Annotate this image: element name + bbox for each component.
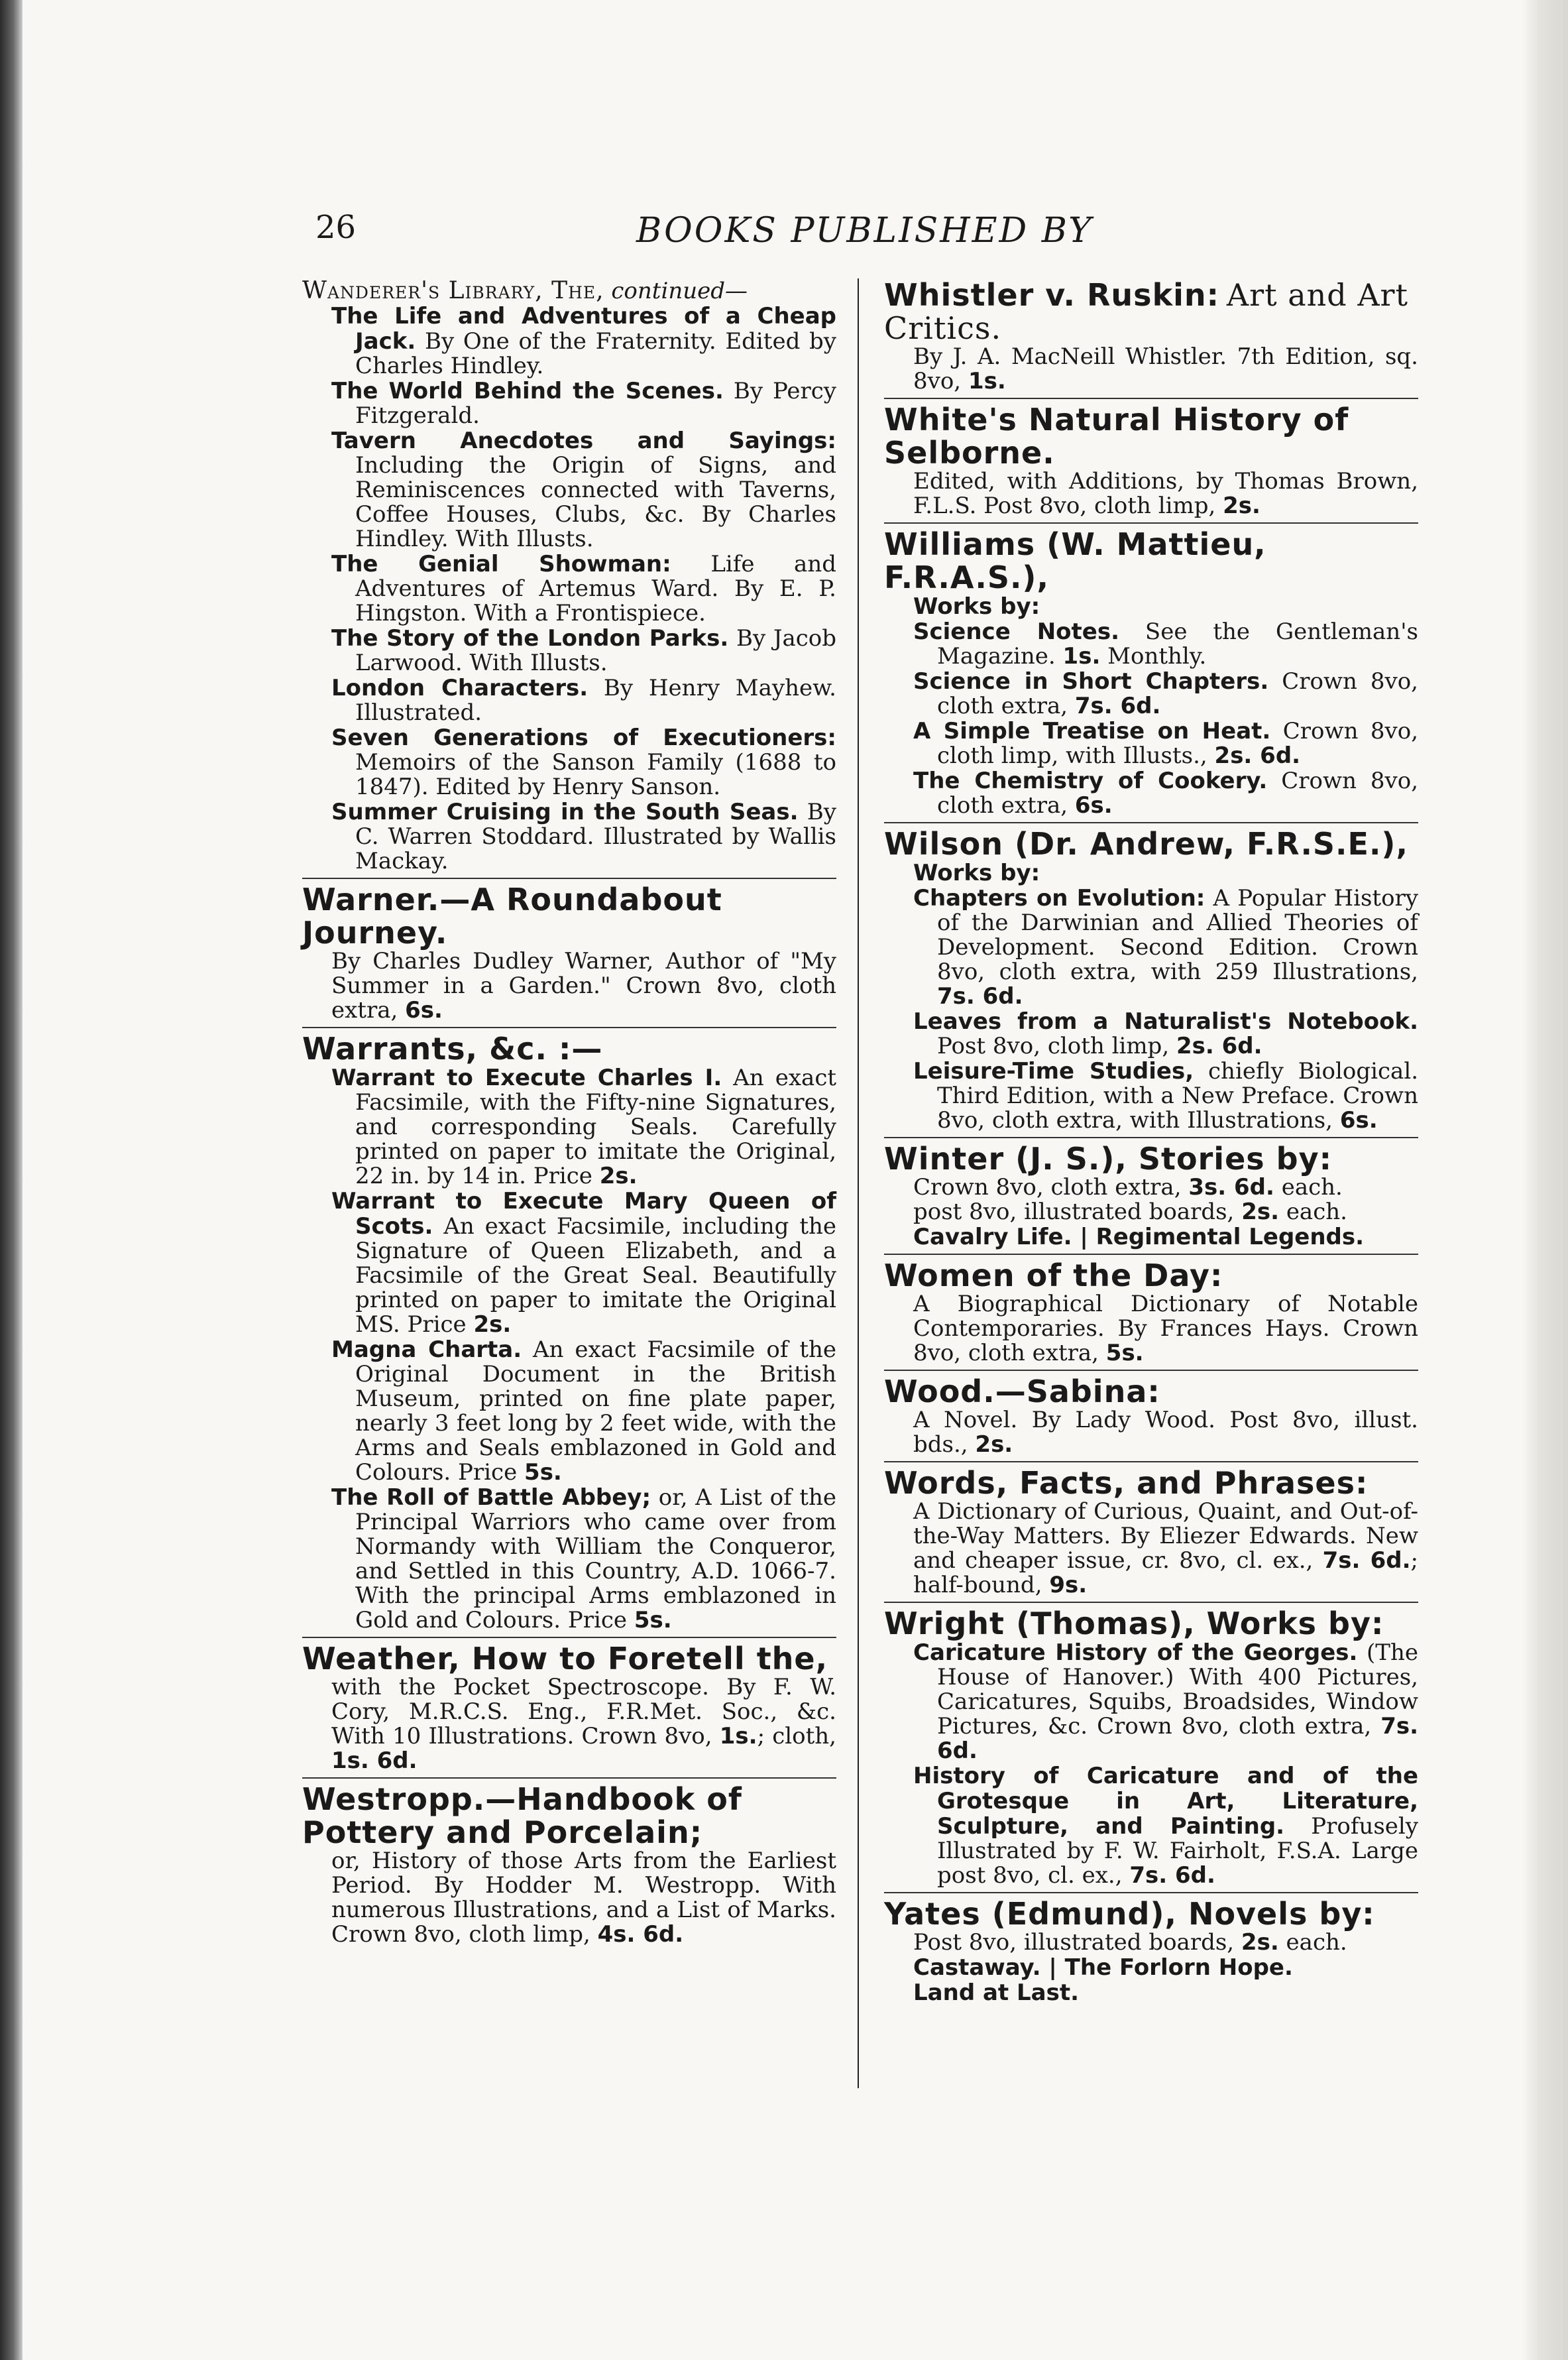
list-item: The Genial Showman: Life and Adventures of Artemus Ward. By E. P. Hingston. With a Frontispiece. xyxy=(331,551,836,626)
price: 5s. xyxy=(634,1607,672,1633)
entry-whistler: Whistler v. Ruskin: Art and Art Critics. By J. A. MacNeill Whistler. 7th Edition, sq. 8vo, 1s. xyxy=(884,277,1418,394)
entry-head: Wood.—Sabina: xyxy=(884,1374,1160,1409)
price: 3s. 6d. xyxy=(1188,1174,1274,1201)
price: 2s. xyxy=(599,1163,638,1189)
entry-head: Warner.—A Roundabout Journey. xyxy=(302,882,722,951)
left-column xyxy=(302,278,836,1951)
price: 7s. 6d. xyxy=(1129,1862,1215,1889)
page-number: 26 xyxy=(315,209,357,246)
price: 2s. xyxy=(473,1311,512,1338)
entry-head: White's Natural History of Selborne. xyxy=(884,402,1349,471)
entry-head: Wilson (Dr. Andrew, F.R.S.E.), xyxy=(884,826,1408,862)
list-item: The Chemistry of Cookery. Crown 8vo, cloth extra, 6s. xyxy=(913,768,1418,819)
entry-yates: Yates (Edmund), Novels by: Post 8vo, illustrated boards, 2s. each. Castaway. | The Forlorn Hope. Land at Last. xyxy=(884,1892,1418,2005)
entry-head: Winter (J. S.), Stories by: xyxy=(884,1141,1332,1177)
price: 9s. xyxy=(1049,1572,1088,1598)
price: 6s. xyxy=(1074,792,1113,819)
book-spine-shadow xyxy=(0,0,23,2360)
list-item: Science in Short Chapters. Crown 8vo, cloth extra, 7s. 6d. xyxy=(913,668,1418,719)
price: 1s. 6d. xyxy=(331,1747,418,1774)
entry-head: Words, Facts, and Phrases: xyxy=(884,1465,1369,1501)
title-list: Cavalry Life. | Regimental Legends. xyxy=(913,1224,1365,1250)
price: 6s. xyxy=(405,997,443,1024)
price: 5s. xyxy=(524,1459,562,1486)
price: 5s. xyxy=(1105,1340,1144,1366)
entry-head: Women of the Day: xyxy=(884,1258,1223,1293)
entry-wanderers-library xyxy=(302,278,836,874)
list-item: Warrant to Execute Mary Queen of Scots. An exact Facsimile, including the Signature of Queen Elizabeth, and a Facsimile of the Great Seal. Beautifully printed on paper to imitate the Original MS. Price 2s. xyxy=(331,1188,837,1338)
works-by-label: Works by: xyxy=(913,593,1040,620)
entry-head: Wanderer's Library, The, xyxy=(302,277,604,304)
title-list: Land at Last. xyxy=(913,1979,1080,2006)
entry-head: Yates (Edmund), Novels by: xyxy=(884,1896,1375,1932)
list-item: Leaves from a Naturalist's Notebook. Post 8vo, cloth limp, 2s. 6d. xyxy=(913,1008,1418,1059)
entry-weather: Weather, How to Foretell the, with the Pocket Spectroscope. By F. W. Cory, M.R.C.S. Eng., F.R.Met. Soc., &c. With 10 Illustrations. Crown 8vo, 1s.; cloth, 1s. 6d. xyxy=(302,1637,836,1773)
list-item: Science Notes. See the Gentleman's Magazine. 1s. Monthly. xyxy=(913,619,1419,670)
price: 2s. xyxy=(1223,493,1260,519)
entry-westropp: Westropp.—Handbook of Pottery and Porcelain; or, History of those Arts from the Earliest Period. By Hodder M. Westropp. With numerous Illustrations, and a List of Marks. Crown 8vo, cloth limp, 4s. 6d. xyxy=(302,1777,836,1947)
list-item: Caricature History of the Georges. (The House of Hanover.) With 400 Pictures, Caricatures, Squibs, Broadsides, Window Pictures, &c. Crown 8vo, cloth extra, 7s. 6d. xyxy=(913,1639,1419,1764)
works-by-label: Works by: xyxy=(913,860,1040,886)
entry-head: Westropp.—Handbook of Pottery and Porcelain; xyxy=(302,1781,742,1850)
list-item: Tavern Anecdotes and Sayings: Including the Origin of Signs, and Reminiscences connected with Taverns, Coffee Houses, Clubs, &c. By Charles Hindley. With Illusts. xyxy=(331,428,836,552)
entry-white: White's Natural History of Selborne. Edited, with Additions, by Thomas Brown, F.L.S. Post 8vo, cloth limp, 2s. xyxy=(884,398,1418,518)
entry-words-facts-phrases: Words, Facts, and Phrases: A Dictionary of Curious, Quaint, and Out-of-the-Way Matters. By Eliezer Edwards. New and cheaper issue, cr. 8vo, cl. ex., 7s. 6d.; half-bound, 9s. xyxy=(884,1461,1418,1598)
price: 2s. 6d. xyxy=(1176,1033,1262,1059)
list-item: The World Behind the Scenes. By Percy Fitzgerald. xyxy=(331,378,836,429)
list-item: Seven Generations of Executioners: Memoirs of the Sanson Family (1688 to 1847). Edited by Henry Sanson. xyxy=(331,725,836,800)
list-item: Magna Charta. An exact Facsimile of the Original Document in the British Museum, printed on fine plate paper, nearly 3 feet long by 2 feet wide, with the Arms and Seals emblazoned in Gold and Colours. Price 5s. xyxy=(331,1336,836,1486)
entry-head: Whistler v. Ruskin: xyxy=(884,277,1220,313)
list-item: London Characters. By Henry Mayhew. Illustrated. xyxy=(331,675,836,726)
price: 2s. xyxy=(1241,1199,1279,1225)
list-item: The Life and Adventures of a Cheap Jack. By One of the Fraternity. Edited by Charles Hindley. xyxy=(331,303,837,379)
list-item: Leisure-Time Studies, chiefly Biological. Third Edition, with a New Preface. Crown 8vo, cloth extra, with Illustrations, 6s. xyxy=(913,1058,1419,1134)
price: 1s. xyxy=(1062,643,1101,670)
price: 1s. xyxy=(968,368,1006,394)
entry-wright xyxy=(884,1602,1418,1888)
price: 1s. xyxy=(719,1723,757,1749)
title-list: Castaway. | The Forlorn Hope. xyxy=(913,1954,1293,1981)
list-item: A Simple Treatise on Heat. Crown 8vo, cloth limp, with Illusts., 2s. 6d. xyxy=(913,718,1418,769)
price: 7s. 6d. xyxy=(937,1713,1418,1764)
list-item: The Story of the London Parks. By Jacob Larwood. With Illusts. xyxy=(331,625,836,676)
entry-wood: Wood.—Sabina: A Novel. By Lady Wood. Post 8vo, illust. bds., 2s. xyxy=(884,1370,1418,1457)
page-edge-shadow xyxy=(1522,0,1568,2360)
price: 6s. xyxy=(1339,1107,1378,1134)
entry-williams xyxy=(884,522,1418,818)
running-head: BOOKS PUBLISHED BY xyxy=(636,211,1093,251)
continued-label: continued— xyxy=(611,278,748,304)
price: 7s. 6d. xyxy=(1322,1547,1411,1574)
column-divider xyxy=(858,278,859,2088)
entry-head: Williams (W. Mattieu, F.R.A.S.), xyxy=(884,526,1266,595)
list-item: History of Caricature and of the Grotesque in Art, Literature, Sculpture, and Painting. Profusely Illustrated by F. W. Fairholt, F.S.A. Large post 8vo, cl. ex., 7s. 6d. xyxy=(913,1763,1418,1889)
price: 2s. xyxy=(975,1431,1013,1458)
entry-warrants xyxy=(302,1027,836,1633)
list-item: The Roll of Battle Abbey; or, A List of the Principal Warriors who came over from Normandy with William the Conqueror, and Settled in this Country, A.D. 1066-7. With the principal Arms emblazoned in Gold and Colours. Price 5s. xyxy=(331,1484,836,1633)
entry-head: Warrants, &c. :— xyxy=(302,1031,603,1067)
entry-warner: Warner.—A Roundabout Journey. By Charles Dudley Warner, Author of "My Summer in a Garden." Crown 8vo, cloth extra, 6s. xyxy=(302,878,836,1023)
price: 7s. 6d. xyxy=(937,983,1023,1010)
entry-wilson xyxy=(884,822,1418,1133)
entry-head: Wright (Thomas), Works by: xyxy=(884,1606,1384,1641)
list-item: Chapters on Evolution: A Popular History of the Darwinian and Allied Theories of Development. Second Edition. Crown 8vo, cloth extra, with 259 Illustrations, 7s. 6d. xyxy=(913,885,1419,1010)
list-item: Warrant to Execute Charles I. An exact Facsimile, with the Fifty-nine Signatures, and corresponding Seals. Carefully printed on paper to imitate the Original, 22 in. by 14 in. Price 2s. xyxy=(331,1065,837,1189)
price: 2s. 6d. xyxy=(1214,742,1301,769)
right-column xyxy=(884,278,1418,2009)
list-item: Summer Cruising in the South Seas. By C. Warren Stoddard. Illustrated by Wallis Mackay. xyxy=(331,799,836,874)
entry-women-of-the-day: Women of the Day: A Biographical Dictionary of Notable Contemporaries. By Frances Hays. Crown 8vo, cloth extra, 5s. xyxy=(884,1254,1418,1366)
price: 2s. xyxy=(1241,1929,1279,1956)
price: 7s. 6d. xyxy=(1074,693,1161,719)
entry-winter: Winter (J. S.), Stories by: Crown 8vo, cloth extra, 3s. 6d. each. post 8vo, illustrated boards, 2s. each. Cavalry Life. | Regimental Legends. xyxy=(884,1137,1418,1250)
price: 4s. 6d. xyxy=(597,1921,684,1948)
entry-head: Weather, How to Foretell the, xyxy=(302,1641,828,1677)
